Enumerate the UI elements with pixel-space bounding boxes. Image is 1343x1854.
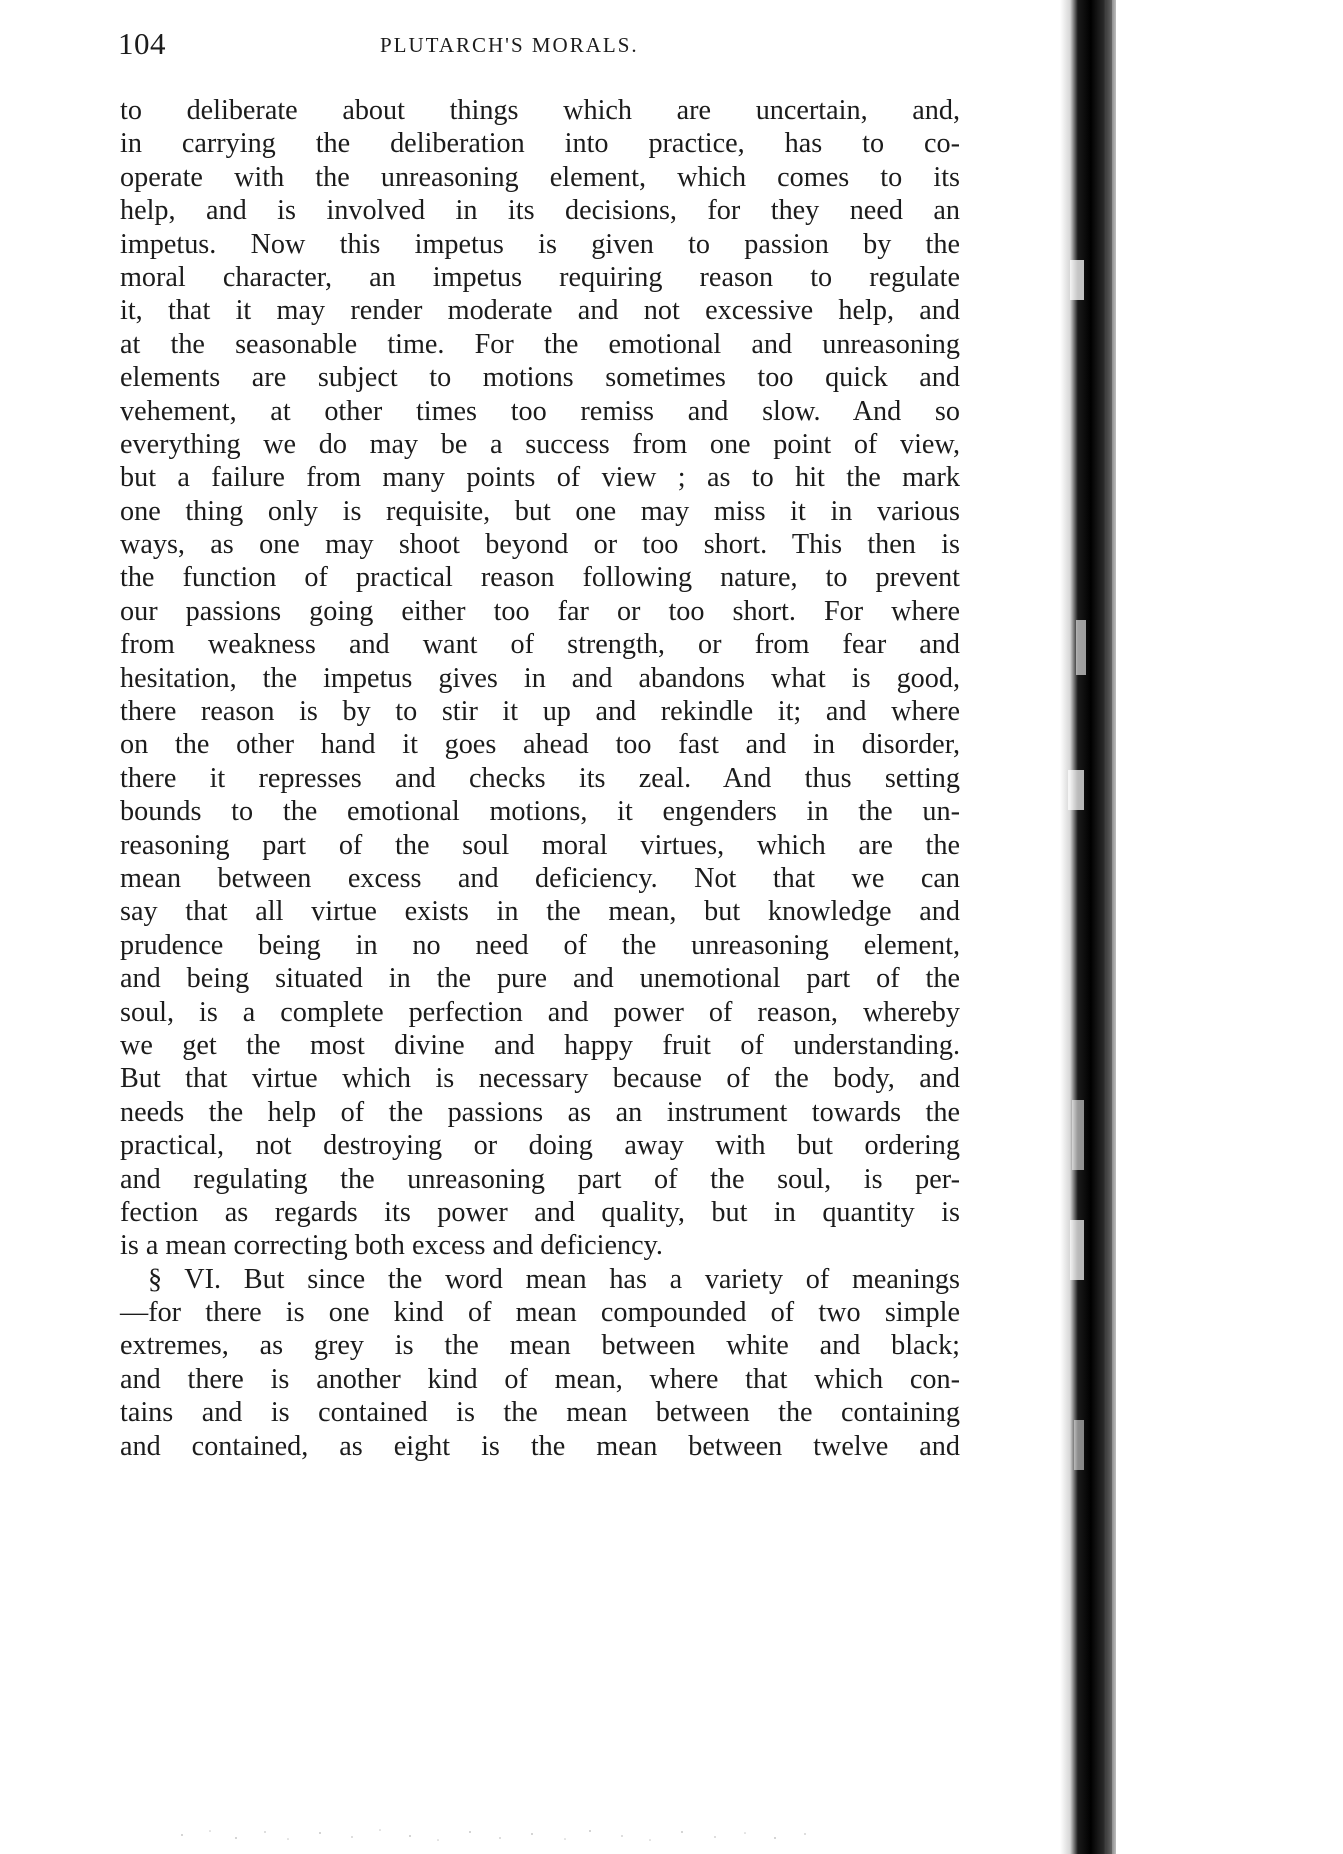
text-line: one thing only is requisite, but one may miss it in various	[120, 495, 960, 527]
text-line: impetus. Now this impetus is given to passion by the	[120, 228, 960, 260]
text-line: we get the most divine and happy fruit of understanding.	[120, 1029, 960, 1061]
text-line: say that all virtue exists in the mean, but knowledge and	[120, 896, 960, 928]
text-line: the function of practical reason following nature, to prevent	[120, 562, 960, 594]
text-line: there it represses and checks its zeal. And thus setting	[120, 762, 960, 794]
text-line: —for there is one kind of mean compounded of two simple	[120, 1297, 960, 1329]
text-line: our passions going either too far or too short. For where	[120, 595, 960, 627]
text-line: it, that it may render moderate and not excessive help, and	[120, 295, 960, 327]
text-line: extremes, as grey is the mean between white and black;	[120, 1330, 960, 1362]
text-line: reasoning part of the soul moral virtues, which are the	[120, 829, 960, 861]
text-line: needs the help of the passions as an instrument towards the	[120, 1096, 960, 1128]
body-text	[120, 94, 960, 1463]
binding-shadow	[1046, 0, 1128, 1854]
page-number: 104	[118, 26, 166, 61]
text-line: elements are subject to motions sometimes too quick and	[120, 362, 960, 394]
text-line: tains and is contained is the mean between the containing	[120, 1397, 960, 1429]
text-line: everything we do may be a success from one point of view,	[120, 428, 960, 460]
text-line: prudence being in no need of the unreasoning element,	[120, 929, 960, 961]
text-line: and regulating the unreasoning part of the soul, is per-	[120, 1163, 960, 1195]
text-line: and being situated in the pure and unemotional part of the	[120, 963, 960, 995]
bottom-speckle-noise	[170, 1826, 830, 1844]
text-line: at the seasonable time. For the emotional and unreasoning	[120, 328, 960, 360]
section-heading-line: § VI. But since the word mean has a variety of meanings	[148, 1263, 960, 1295]
text-line: from weakness and want of strength, or from fear and	[120, 629, 960, 661]
text-line: vehement, at other times too remiss and slow. And so	[120, 395, 960, 427]
text-line: hesitation, the impetus gives in and abandons what is good,	[120, 662, 960, 694]
text-line: help, and is involved in its decisions, for they need an	[120, 195, 960, 227]
text-line: and contained, as eight is the mean between twelve and	[120, 1430, 960, 1462]
text-line: moral character, an impetus requiring reason to regulate	[120, 261, 960, 293]
text-line: in carrying the deliberation into practice, has to co-	[120, 128, 960, 160]
text-line: is a mean correcting both excess and deficiency.	[120, 1230, 663, 1262]
text-line: mean between excess and deficiency. Not that we can	[120, 862, 960, 894]
running-title: PLUTARCH'S MORALS.	[380, 33, 639, 57]
text-line: fection as regards its power and quality, but in quantity is	[120, 1196, 960, 1228]
text-line: on the other hand it goes ahead too fast and in disorder,	[120, 729, 960, 761]
text-line: operate with the unreasoning element, which comes to its	[120, 161, 960, 193]
text-line: there reason is by to stir it up and rekindle it; and where	[120, 696, 960, 728]
text-line: but a failure from many points of view ; as to hit the mark	[120, 462, 960, 494]
text-line: to deliberate about things which are uncertain, and,	[120, 95, 960, 126]
text-line: and there is another kind of mean, where that which con-	[120, 1363, 960, 1395]
text-line: ways, as one may shoot beyond or too short. This then is	[120, 529, 960, 561]
text-line: practical, not destroying or doing away with but ordering	[120, 1130, 960, 1162]
text-line: bounds to the emotional motions, it engenders in the un-	[120, 796, 960, 828]
text-line: soul, is a complete perfection and power of reason, whereby	[120, 996, 960, 1028]
text-line: But that virtue which is necessary because of the body, and	[120, 1063, 960, 1095]
